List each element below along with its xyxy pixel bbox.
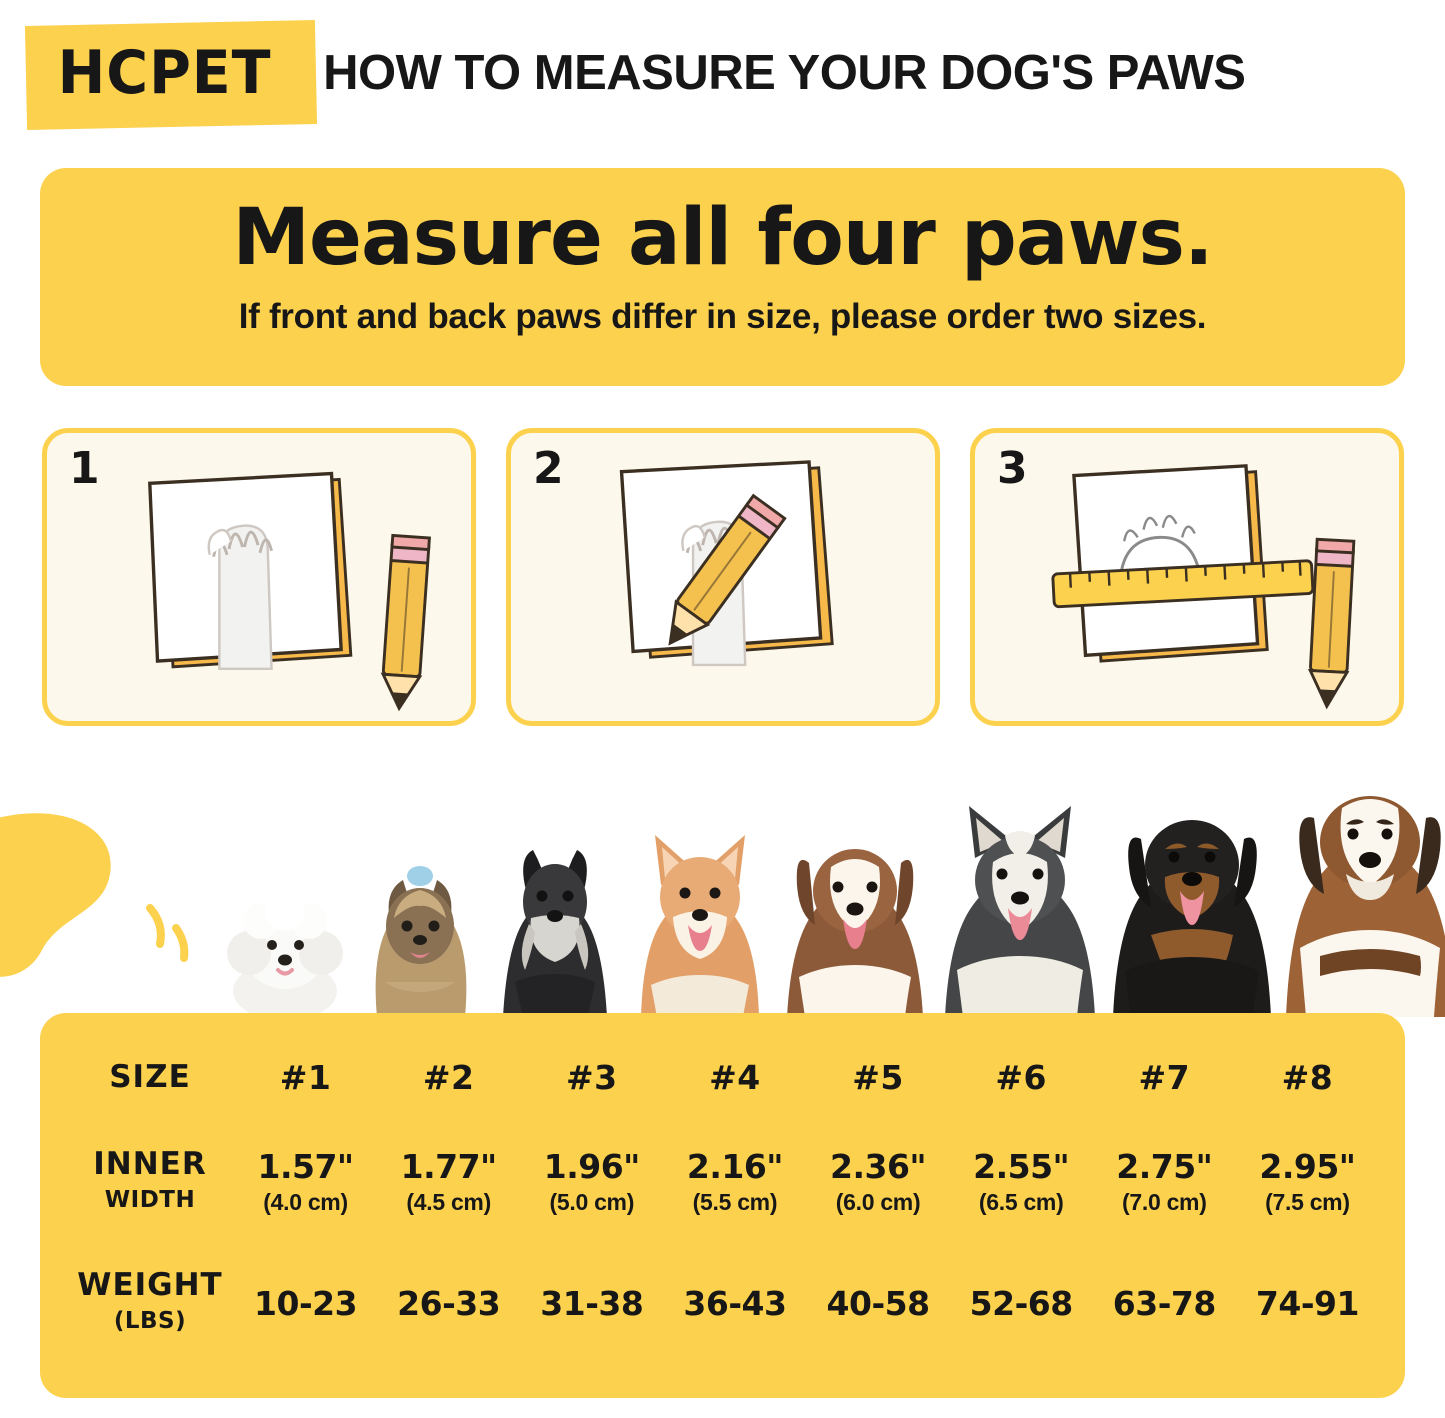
- size-cell: #4: [709, 1057, 761, 1097]
- weight-cell: 36-43: [683, 1283, 787, 1323]
- brand-name: HCPET: [57, 38, 272, 108]
- inner-width-cm: (4.5 cm): [406, 1189, 491, 1215]
- inner-width-cm: (5.0 cm): [549, 1189, 635, 1215]
- inner-width-cm: (4.0 cm): [263, 1189, 348, 1215]
- dog-size-illustration-row: [0, 760, 1445, 1022]
- step-number: 3: [997, 443, 1028, 494]
- dog-rottweiler: [1105, 785, 1280, 1022]
- brand-logo: [40, 21, 289, 125]
- row-label-inner: INNER: [93, 1146, 207, 1182]
- inner-width-cell: [663, 1117, 806, 1247]
- size-chart-table: [40, 1013, 1405, 1398]
- page-title: HOW TO MEASURE YOUR DOG'S PAWS: [323, 46, 1246, 100]
- inner-width-in: 2.16": [686, 1147, 783, 1186]
- inner-width-in: 1.77": [400, 1147, 497, 1186]
- weight-cell: 26-33: [397, 1283, 501, 1323]
- weight-cell: 63-78: [1112, 1283, 1216, 1323]
- inner-width-cm: (5.5 cm): [692, 1189, 778, 1215]
- inner-width-cm: (7.5 cm): [1265, 1189, 1350, 1215]
- ruler-measure-icon: [975, 433, 1399, 721]
- size-table: [66, 1037, 1379, 1359]
- tracing-pencil-icon: [511, 433, 935, 721]
- step-number: 1: [69, 443, 100, 494]
- size-cell: #6: [995, 1057, 1047, 1097]
- inner-width-cell: [1093, 1117, 1236, 1247]
- inner-width-cell: [377, 1117, 520, 1247]
- step-card-1: [42, 428, 476, 726]
- row-label-width: WIDTH: [104, 1187, 196, 1213]
- inner-width-in: 2.95": [1259, 1147, 1356, 1186]
- inner-width-in: 2.75": [1116, 1147, 1213, 1186]
- step-card-2: [506, 428, 940, 726]
- inner-width-cell: [234, 1117, 377, 1247]
- inner-width-cell: [1236, 1117, 1379, 1247]
- row-label-weight-text: WEIGHT: [77, 1267, 223, 1303]
- row-label-inner-width: [66, 1117, 234, 1247]
- dog-yorkshire-terrier: [355, 842, 485, 1022]
- inner-width-cm: (6.0 cm): [835, 1189, 921, 1215]
- size-cell: #5: [852, 1057, 904, 1097]
- dog-australian-shepherd: [775, 817, 935, 1022]
- size-cell: #3: [566, 1057, 618, 1097]
- page-header: [40, 18, 1425, 128]
- inner-width-in: 1.57": [257, 1147, 354, 1186]
- inner-width-in: 1.96": [543, 1147, 640, 1186]
- steps-row: [42, 428, 1404, 726]
- inner-width-cell: [520, 1117, 663, 1247]
- size-cell: #8: [1281, 1057, 1334, 1097]
- inner-width-cell: [950, 1117, 1093, 1247]
- inner-width-cell: [807, 1117, 950, 1247]
- inner-width-cm: (6.5 cm): [978, 1189, 1064, 1215]
- dog-shiba-inu: [625, 827, 775, 1022]
- banner-title: Measure all four paws.: [232, 193, 1213, 283]
- size-cell: #1: [279, 1057, 332, 1097]
- dogs-row: [215, 760, 1430, 1022]
- weight-cell: 74-91: [1255, 1283, 1359, 1323]
- weight-cell: 10-23: [254, 1283, 358, 1323]
- banner-subtitle: If front and back paws differ in size, please order two sizes.: [238, 297, 1207, 336]
- paw-on-paper-icon: [47, 433, 471, 721]
- dog-bichon-frise: [215, 867, 355, 1022]
- weight-cell: 40-58: [826, 1283, 930, 1323]
- row-label-size: SIZE: [109, 1059, 191, 1095]
- weight-cell: 52-68: [969, 1283, 1073, 1323]
- dog-saint-bernard: [1280, 762, 1445, 1022]
- step-card-3: [970, 428, 1404, 726]
- weight-cell: 31-38: [540, 1283, 644, 1323]
- inner-width-in: 2.36": [830, 1147, 927, 1186]
- row-label-weight-unit: (LBS): [113, 1308, 187, 1334]
- dog-alaskan-malamute: [935, 802, 1105, 1022]
- size-cell: #7: [1138, 1057, 1191, 1097]
- dog-schnauzer: [485, 832, 625, 1022]
- instruction-banner: [40, 168, 1405, 386]
- table-row-inner-width: [66, 1117, 1379, 1247]
- table-row-weight: [66, 1247, 1379, 1359]
- paw-swoosh-icon: [0, 800, 220, 990]
- size-cell: #2: [422, 1057, 475, 1097]
- table-row-size: [66, 1037, 1379, 1117]
- row-label-weight: [66, 1247, 234, 1359]
- inner-width-in: 2.55": [973, 1147, 1070, 1186]
- inner-width-cm: (7.0 cm): [1122, 1189, 1207, 1215]
- step-number: 2: [533, 443, 564, 494]
